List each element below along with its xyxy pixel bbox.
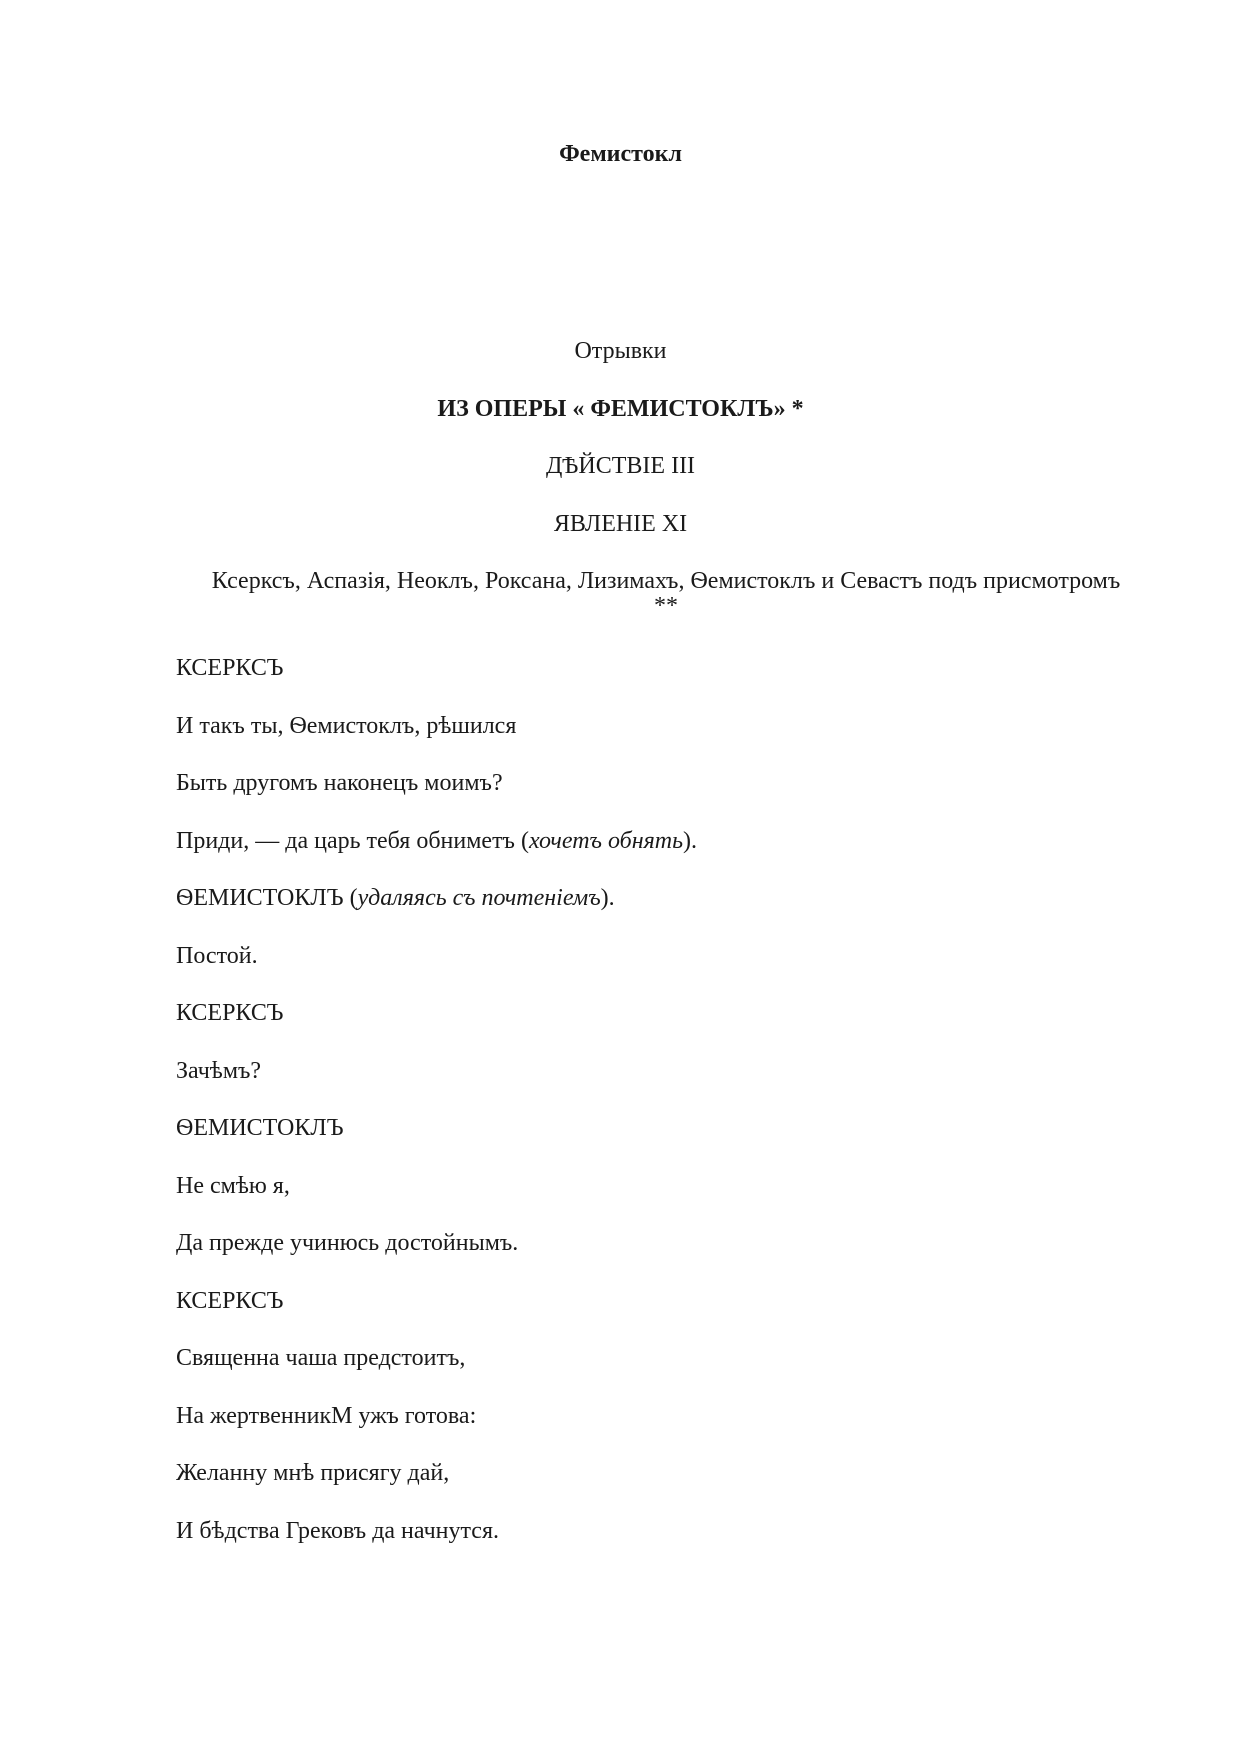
speaker-label (176, 884, 615, 912)
verse-line: Да прежде учинюсь достойнымъ. (176, 1230, 519, 1256)
verse-line: Священна чаша предстоитъ, (176, 1345, 466, 1371)
cast-list (176, 569, 1156, 619)
verse-line: Зачѣмъ? (176, 1058, 262, 1084)
opera-heading: ИЗ ОПЕРЫ « ФЕМИСТОКЛЪ» * (437, 396, 804, 422)
act-heading: ДѢЙСТВІЕ III (545, 453, 696, 479)
verse-line: На жертвенникМ ужъ готова: (176, 1403, 477, 1429)
verse-line: Постой. (176, 943, 258, 969)
verse-line (176, 827, 697, 855)
speaker-label: ѲЕМИСТОКЛЪ (176, 1115, 344, 1141)
verse-line: И такъ ты, Ѳемистоклъ, рѣшился (176, 713, 517, 739)
verse-text-tail: ). (683, 828, 698, 854)
speaker-label: КСЕРКСЪ (176, 1000, 284, 1026)
verse-text: Приди, — да царь тебя обниметъ ( (176, 828, 529, 854)
verse-line: Быть другомъ наконецъ моимъ? (176, 770, 503, 796)
cast-list-line: Ксерксъ, Аспазія, Неоклъ, Роксана, Лизимахъ, Ѳемистоклъ и Севастъ подъ присмотромъ (211, 568, 1121, 594)
stage-direction: хочетъ обнять (528, 828, 684, 854)
speaker-label: КСЕРКСЪ (176, 1288, 284, 1314)
scene-heading: ЯВЛЕНІЕ XI (553, 511, 688, 537)
verse-line: Не смѣю я, (176, 1173, 290, 1199)
subtitle: Отрывки (574, 338, 667, 364)
speaker-name: ѲЕМИСТОКЛЪ ( (176, 885, 358, 911)
speaker-label-tail: ). (600, 885, 615, 911)
stage-direction: удаляясь съ почтеніемъ (357, 885, 601, 911)
verse-line: Желанну мнѣ присягу дай, (176, 1460, 450, 1486)
speaker-label: КСЕРКСЪ (176, 655, 284, 681)
verse-line: И бѣдства Грековъ да начнутся. (176, 1518, 499, 1544)
cast-footnote-mark: ** (654, 593, 678, 619)
document-title: Фемистокл (559, 141, 682, 167)
